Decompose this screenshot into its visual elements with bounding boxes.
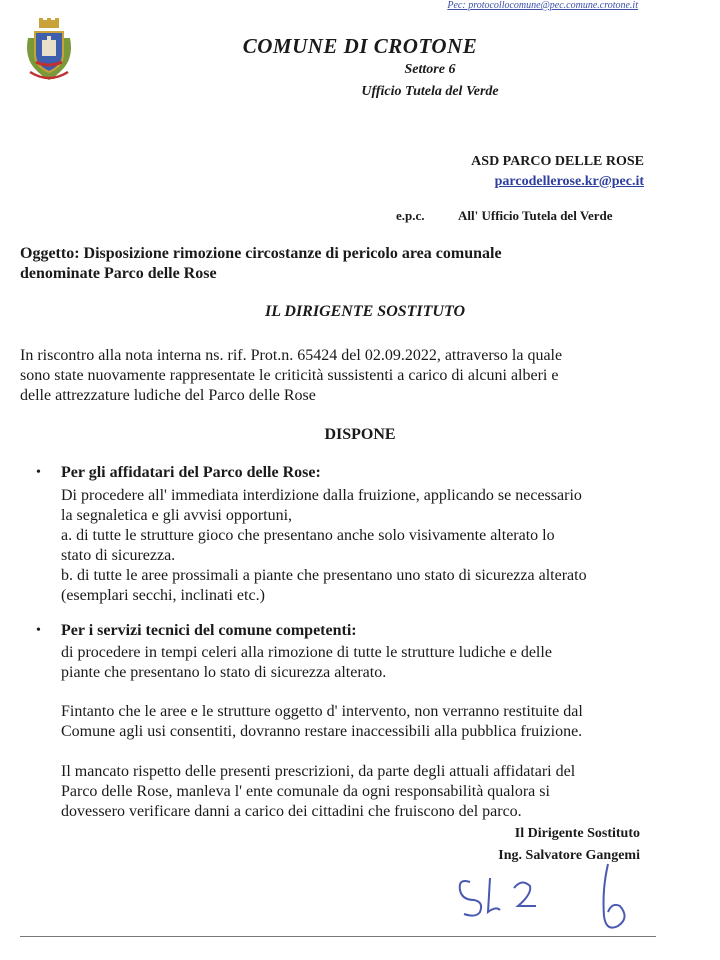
recipient-email-link[interactable]: parcodellerose.kr@pec.it	[494, 174, 644, 189]
text-line: delle attrezzature ludiche del Parco delle Rose	[20, 387, 316, 404]
subject-line: denominate Parco delle Rose	[20, 265, 217, 282]
text-line: piante che presentano lo stato di sicurezza alterato.	[61, 664, 387, 681]
text-line: b. di tutte le aree prossimali a piante che presentano uno stato di sicurezza alterato	[61, 567, 587, 584]
signatory-name: Ing. Salvatore Gangemi	[498, 848, 640, 863]
paragraph-liability	[61, 762, 645, 822]
text-line: sono state nuovamente rappresentate le criticità sussistenti a carico di alcuni alberi e	[20, 367, 559, 384]
epc-recipient: All' Ufficio Tutela del Verde	[458, 208, 613, 223]
section-heading-dispone: DISPONE	[324, 426, 396, 443]
bullet-title: Per i servizi tecnici del comune competenti:	[61, 622, 357, 639]
section-heading-dirigente: IL DIRIGENTE SOSTITUTO	[264, 303, 466, 320]
epc-label: e.p.c.	[396, 208, 425, 223]
text-line: Il mancato rispetto delle presenti prescrizioni, da parte degli attuali affidatari del	[61, 763, 576, 780]
recipient-name: ASD PARCO DELLE ROSE	[471, 154, 644, 169]
text-line: la segnaletica e gli avvisi opportuni,	[61, 507, 293, 524]
signatory-role: Il Dirigente Sostituto	[514, 826, 640, 841]
paragraph-restrictions	[61, 702, 645, 742]
text-line: dovessero verificare danni a carico dei cittadini che fruiscono del parco.	[61, 803, 522, 820]
text-line: Fintanto che le aree e le strutture oggetto d' intervento, non verranno restituite dal	[61, 703, 583, 720]
subject-line: Oggetto: Disposizione rimozione circostanze di pericolo area comunale	[20, 245, 502, 262]
ufficio-label: Ufficio Tutela del Verde	[361, 84, 499, 99]
text-line: Di procedere all' immediata interdizione dalla fruizione, applicando se necessario	[61, 487, 582, 504]
bullet-body	[61, 643, 645, 683]
text-line: Parco delle Rose, manleva l' ente comunale da ogni responsabilità qualora si	[61, 783, 550, 800]
text-line: Comune agli usi consentiti, dovranno restare inaccessibili alla pubblica fruizione.	[61, 723, 583, 740]
subject-block	[20, 244, 644, 284]
page-title: COMUNE DI CROTONE	[242, 34, 478, 58]
bullet-dot-icon: •	[36, 623, 41, 638]
text-line: a. di tutte le strutture gioco che presentano anche solo visivamente alterato lo	[61, 527, 555, 544]
text-line: In riscontro alla nota interna ns. rif. Prot.n. 65424 del 02.09.2022, attraverso la quale	[20, 347, 563, 364]
footer-divider	[20, 936, 656, 937]
bullet-dot-icon: •	[36, 465, 41, 480]
settore-label: Settore 6	[404, 62, 456, 77]
intro-paragraph	[20, 346, 644, 406]
handwritten-signature	[440, 860, 660, 940]
text-line: di procedere in tempi celeri alla rimozione di tutte le strutture ludiche e delle	[61, 644, 552, 661]
bullet-body	[61, 486, 645, 606]
pec-header-line: Pec: protocollocomune@pec.comune.crotone.it	[447, 0, 638, 11]
text-line: (esemplari secchi, inclinati etc.)	[61, 587, 265, 604]
bullet-title: Per gli affidatari del Parco delle Rose:	[61, 464, 321, 481]
text-line: stato di sicurezza.	[61, 547, 176, 564]
